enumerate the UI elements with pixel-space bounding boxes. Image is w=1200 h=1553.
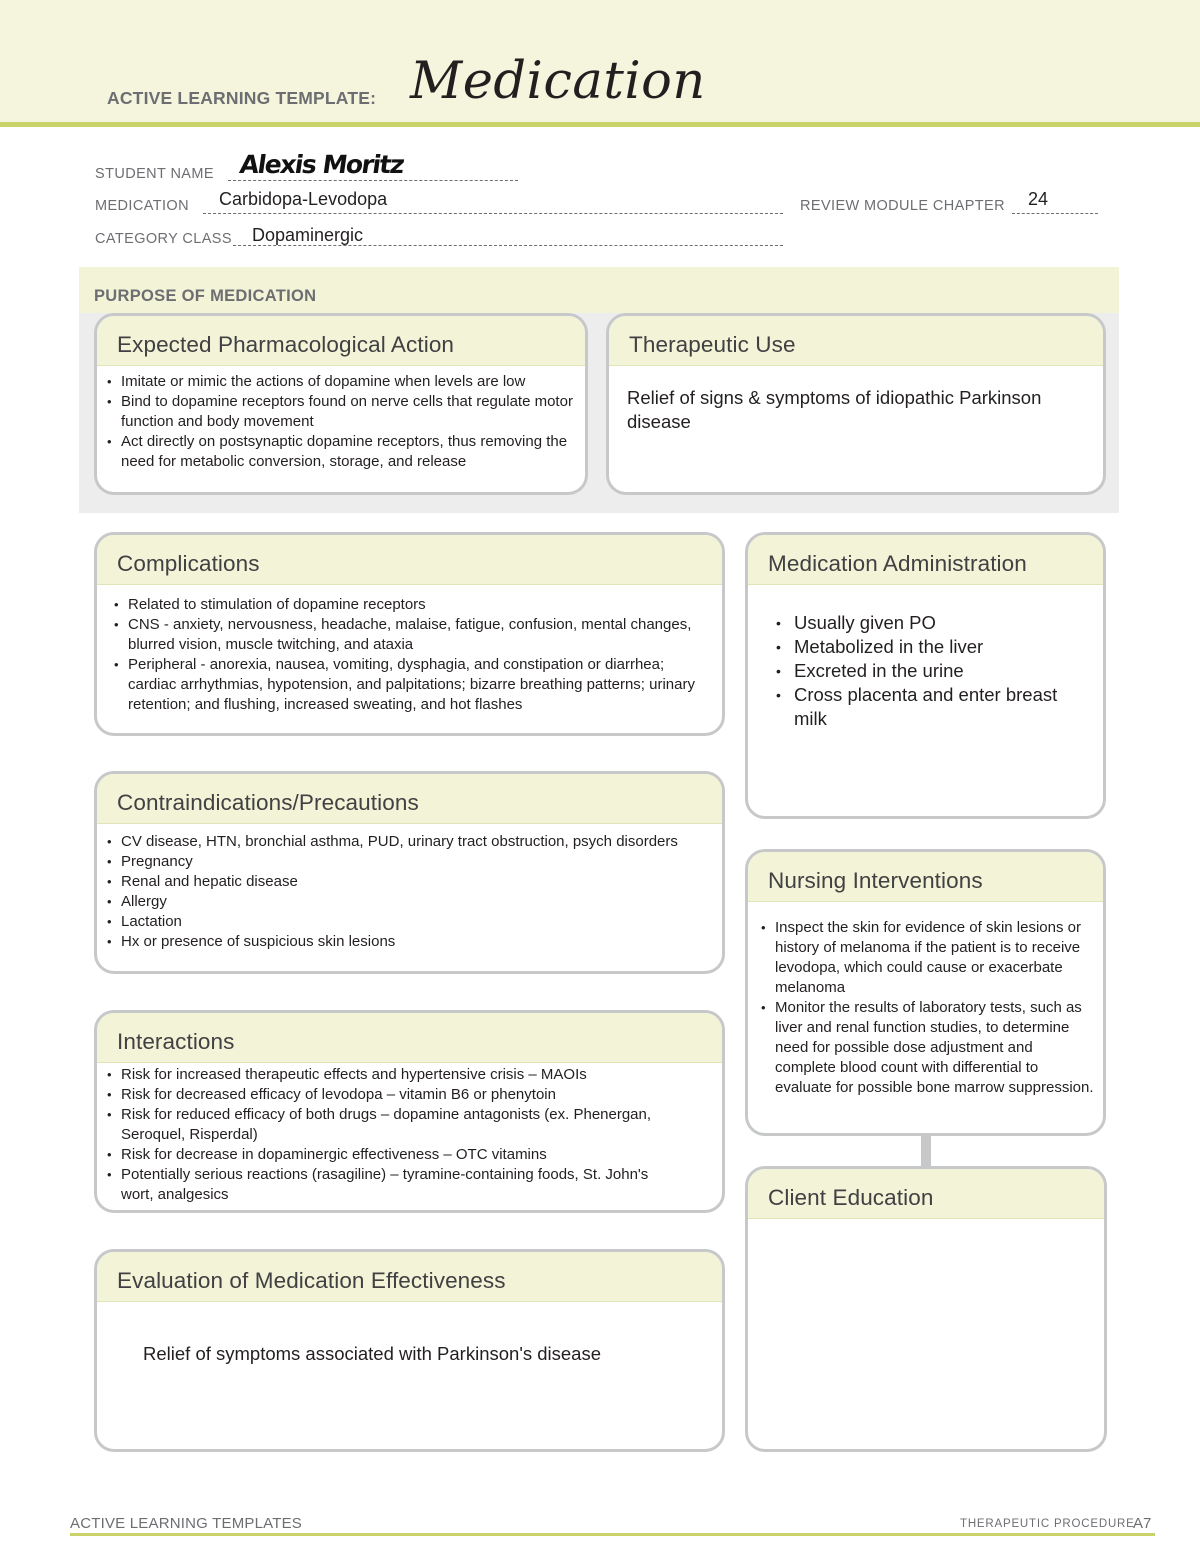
list-item: • Peripheral - anorexia, nausea, vomiting, dysphagia, and constipation or diarrhea; cardiac arrhythmias, hypotension, and palpitations; bizarre breathing patterns; urinary retention; and flushing, increased sweating, and hot flashes — [111, 655, 716, 715]
contraindications-body[interactable] — [104, 832, 682, 971]
list-item: • Hx or presence of suspicious skin lesions — [104, 932, 682, 952]
card-header — [97, 1252, 722, 1302]
student-name-field[interactable]: Alexis Moritz — [237, 150, 406, 179]
footer-right-label: THERAPEUTIC PROCEDURE — [960, 1518, 1135, 1530]
template-title: Medication — [410, 52, 706, 111]
list-item: • Monitor the results of laboratory tests, such as liver and renal function studies, to determine need for possible dose adjustment and complete blood count with differential to evaluate for possible bone marrow suppression. — [758, 998, 1097, 1098]
list-item: • CV disease, HTN, bronchial asthma, PUD, urinary tract obstruction, psych disorders — [104, 832, 682, 852]
expected-action-list — [104, 372, 582, 472]
interactions-list — [104, 1065, 682, 1205]
list-item: • Risk for increased therapeutic effects and hypertensive crisis – MAOIs — [104, 1065, 682, 1085]
list-item: • Metabolized in the liver — [768, 635, 1093, 659]
contraindications-list — [104, 832, 682, 952]
therapeutic-use-card — [606, 313, 1106, 495]
interactions-card — [94, 1010, 725, 1213]
evaluation-card — [94, 1249, 725, 1452]
complications-card — [94, 532, 725, 736]
list-item: • Lactation — [104, 912, 682, 932]
list-item: • Renal and hepatic disease — [104, 872, 682, 892]
student-name-label: STUDENT NAME — [95, 166, 214, 182]
medication-line — [203, 213, 783, 214]
header-divider — [0, 122, 1200, 127]
medication-label: MEDICATION — [95, 198, 189, 214]
therapeutic-use-title: Therapeutic Use — [629, 332, 796, 357]
list-item: • Potentially serious reactions (rasagiline) – tyramine-containing foods, St. John's wort, analgesics — [104, 1165, 682, 1205]
list-item: • Act directly on postsynaptic dopamine receptors, thus removing the need for metabolic conversion, storage, and release — [104, 432, 582, 472]
expected-action-card — [94, 313, 588, 495]
card-header — [748, 852, 1103, 902]
contraindications-card — [94, 771, 725, 974]
list-item: • Risk for decrease in dopaminergic effectiveness – OTC vitamins — [104, 1145, 682, 1165]
administration-card — [745, 532, 1106, 819]
list-item: • Usually given PO — [768, 611, 1093, 635]
chapter-label: REVIEW MODULE CHAPTER — [800, 198, 1005, 214]
therapeutic-use-body[interactable] — [627, 386, 1089, 492]
complications-body[interactable] — [111, 595, 716, 733]
card-header — [97, 535, 722, 585]
list-item: • CNS - anxiety, nervousness, headache, malaise, fatigue, confusion, mental changes, blurred vision, muscle twitching, and ataxia — [111, 615, 716, 655]
footer-left-label: ACTIVE LEARNING TEMPLATES — [70, 1515, 302, 1532]
administration-body[interactable] — [768, 611, 1093, 816]
card-header — [97, 774, 722, 824]
nursing-interventions-title: Nursing Interventions — [768, 868, 983, 893]
list-item: • Cross placenta and enter breast milk — [768, 683, 1093, 731]
card-header — [609, 316, 1103, 366]
template-label: ACTIVE LEARNING TEMPLATE: — [107, 88, 377, 108]
expected-action-body[interactable] — [104, 372, 582, 492]
expected-action-title: Expected Pharmacological Action — [117, 332, 455, 357]
list-item: • Allergy — [104, 892, 682, 912]
list-item: • Excreted in the urine — [768, 659, 1093, 683]
card-connector — [921, 1136, 931, 1166]
list-item: • Bind to dopamine receptors found on nerve cells that regulate motor function and body movement — [104, 392, 582, 432]
list-item: • Pregnancy — [104, 852, 682, 872]
evaluation-text: Relief of symptoms associated with Parkinson's disease — [143, 1343, 602, 1364]
client-education-body[interactable] — [748, 1221, 1104, 1449]
list-item: • Risk for decreased efficacy of levodopa – vitamin B6 or phenytoin — [104, 1085, 682, 1105]
purpose-title: PURPOSE OF MEDICATION — [94, 287, 317, 305]
card-header — [97, 1013, 722, 1063]
card-header — [748, 1169, 1104, 1219]
evaluation-title: Evaluation of Medication Effectiveness — [117, 1268, 506, 1293]
nursing-interventions-list — [758, 918, 1097, 1098]
contraindications-title: Contraindications/Precautions — [117, 790, 419, 815]
list-item: • Related to stimulation of dopamine receptors — [111, 595, 716, 615]
administration-title: Medication Administration — [768, 551, 1027, 576]
interactions-title: Interactions — [117, 1029, 235, 1054]
list-item: • Risk for reduced efficacy of both drugs – dopamine antagonists (ex. Phenergan, Seroquel, Risperdal) — [104, 1105, 682, 1145]
evaluation-body[interactable] — [143, 1342, 702, 1449]
category-field[interactable]: Dopaminergic — [252, 225, 364, 245]
card-header — [748, 535, 1103, 585]
page-number: A7 — [1133, 1515, 1152, 1532]
client-education-title: Client Education — [768, 1185, 934, 1210]
interactions-body[interactable] — [104, 1065, 682, 1210]
chapter-line — [1012, 213, 1098, 214]
list-item: • Imitate or mimic the actions of dopamine when levels are low — [104, 372, 582, 392]
nursing-interventions-card — [745, 849, 1106, 1136]
complications-list — [111, 595, 716, 715]
footer-divider — [70, 1533, 1155, 1536]
nursing-interventions-body[interactable] — [758, 918, 1097, 1133]
client-education-card — [745, 1166, 1107, 1452]
card-header — [97, 316, 585, 366]
list-item: • Inspect the skin for evidence of skin lesions or history of melanoma if the patient is to receive levodopa, which could cause or exacerbate melanoma — [758, 918, 1097, 998]
medication-field[interactable]: Carbidopa-Levodopa — [219, 189, 388, 209]
chapter-field[interactable]: 24 — [1028, 189, 1049, 209]
complications-title: Complications — [117, 551, 260, 576]
therapeutic-use-text: Relief of signs & symptoms of idiopathic Parkinson disease — [627, 387, 1042, 432]
category-label: CATEGORY CLASS — [95, 231, 232, 247]
administration-list — [768, 611, 1093, 731]
student-name-line — [228, 180, 518, 181]
